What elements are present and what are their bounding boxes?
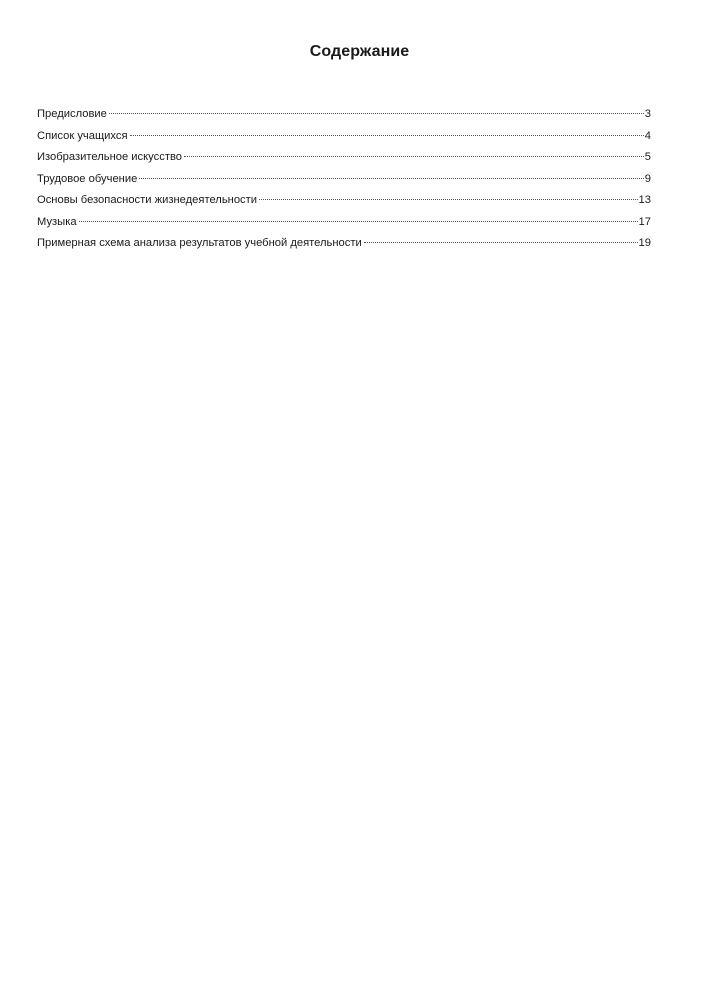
page-title: Содержание <box>309 43 410 60</box>
toc-entry-page: 3 <box>644 108 651 120</box>
toc-entry-page: 4 <box>644 129 651 142</box>
table-of-contents <box>37 106 651 257</box>
toc-entry-label: Изобразительное искусство <box>37 151 182 163</box>
toc-entry-page: 13 <box>638 194 651 206</box>
toc-entry-label: Примерная схема анализа результатов учебной деятельности <box>37 237 362 249</box>
toc-entry-page: 9 <box>644 172 651 185</box>
toc-entry-page: 5 <box>644 151 651 163</box>
toc-dot-leader <box>139 178 643 179</box>
toc-entry-page: 19 <box>638 237 651 249</box>
toc-entry-students-list[interactable] <box>37 128 651 150</box>
toc-dot-leader <box>79 221 638 222</box>
toc-entry-label: Список учащихся <box>37 129 128 142</box>
toc-entry-preface[interactable] <box>37 106 651 128</box>
toc-entry-fine-arts[interactable] <box>37 149 651 171</box>
toc-entry-label: Предисловие <box>37 108 107 120</box>
toc-entry-life-safety[interactable] <box>37 192 651 214</box>
toc-entry-page: 17 <box>638 215 651 228</box>
toc-dot-leader <box>184 156 644 157</box>
toc-entry-label: Основы безопасности жизнедеятельности <box>37 194 258 206</box>
toc-dot-leader <box>364 242 638 243</box>
toc-entry-analysis-scheme[interactable] <box>37 235 651 257</box>
toc-dot-leader <box>130 135 644 136</box>
toc-entry-labor-training[interactable] <box>37 171 651 193</box>
toc-entry-music[interactable] <box>37 214 651 236</box>
toc-dot-leader <box>109 113 644 114</box>
toc-entry-label: Музыка <box>37 215 77 228</box>
toc-entry-label: Трудовое обучение <box>37 172 138 185</box>
toc-dot-leader <box>259 199 638 200</box>
